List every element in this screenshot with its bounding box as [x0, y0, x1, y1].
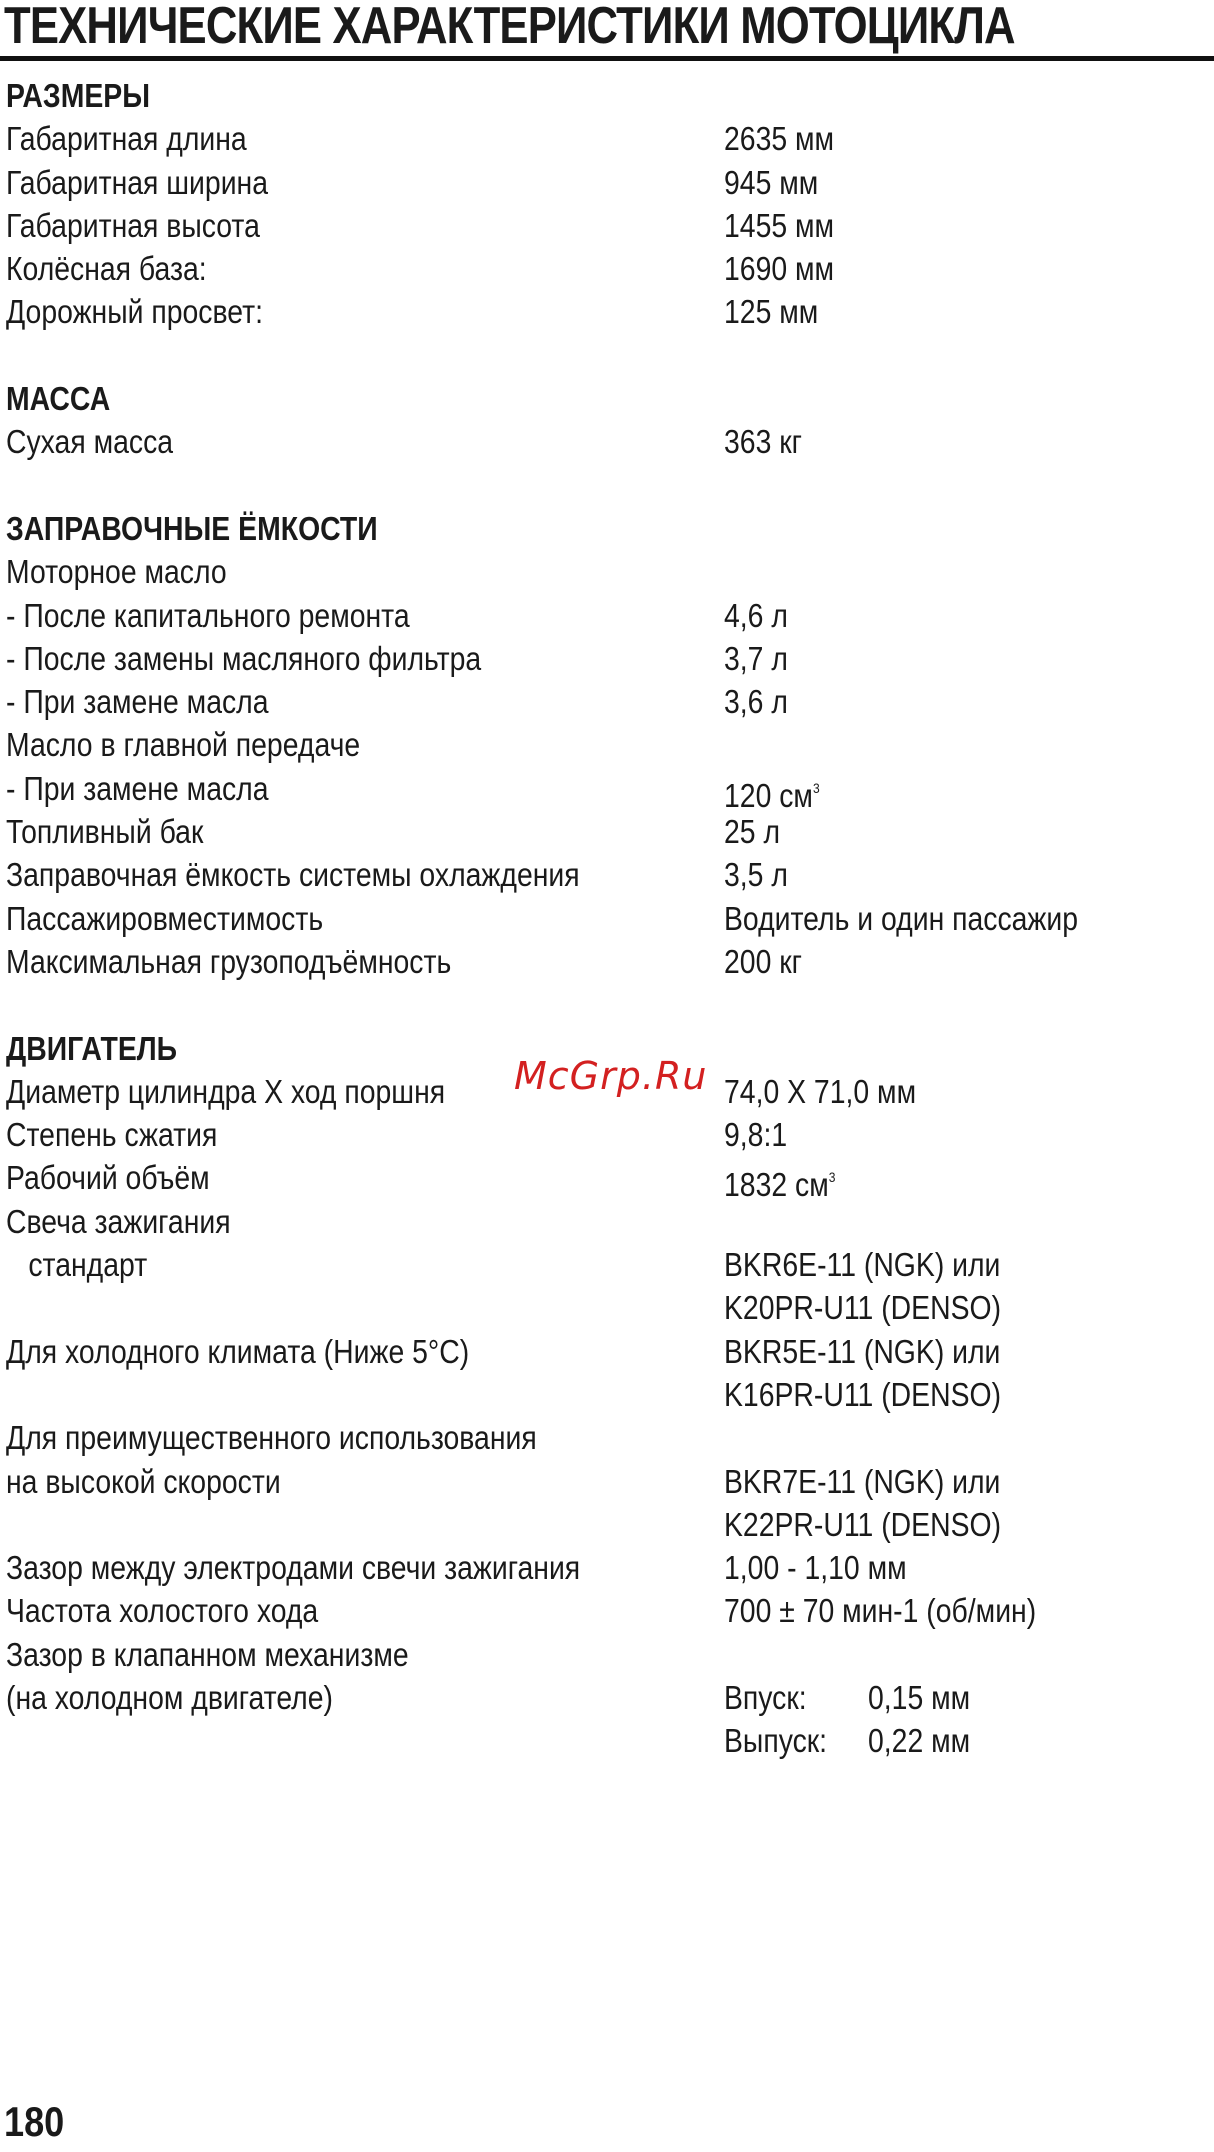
spec-row-continuation: Выпуск: 0,22 мм [724, 1722, 971, 1760]
watermark: McGrp.Ru [514, 1054, 708, 1098]
spec-row: - После замены масляного фильтра 3,7 л [6, 639, 788, 677]
spec-row: Заправочная ёмкость системы охлаждения 3,5 л [6, 856, 788, 894]
spec-row-continuation: K22PR-U11 (DENSO) [724, 1505, 1002, 1543]
spec-row: Топливный бак 25 л [6, 813, 781, 851]
spec-row: Зазор между электродами свечи зажигания 1,00 - 1,10 мм [6, 1549, 907, 1587]
spec-row: Для холодного климата (Ниже 5°С) BKR5E-11 (NGK) или [6, 1332, 1001, 1370]
spec-subheading: Для преимущественного использования [6, 1419, 537, 1457]
spec-subheading: Свеча зажигания [6, 1202, 231, 1240]
spec-row-continuation: K16PR-U11 (DENSO) [724, 1375, 1002, 1413]
spec-row: Габаритная ширина 945 мм [6, 163, 819, 201]
spec-row: - После капитального ремонта 4,6 л [6, 596, 788, 634]
spec-row: Габаритная высота 1455 мм [6, 206, 835, 244]
spec-subheading: Моторное масло [6, 553, 227, 591]
title-rule [0, 56, 1214, 61]
spec-subheading: Зазор в клапанном механизме [6, 1635, 409, 1673]
section-heading-mass: МАССА [6, 380, 111, 418]
section-heading-engine: ДВИГАТЕЛЬ [6, 1029, 178, 1067]
spec-row: Колёсная база: 1690 мм [6, 250, 835, 288]
spec-row: Рабочий объём 1832 $см^3$ [6, 1159, 836, 1204]
spec-row: Сухая масса 363 кг [6, 423, 803, 461]
spacer [6, 983, 1206, 1026]
spec-row: Габаритная длина 2635 мм [6, 120, 835, 158]
spec-row: на высокой скорости BKR7E-11 (NGK) или [6, 1462, 1001, 1500]
section-heading-capacities: ЗАПРАВОЧНЫЕ ЁМКОСТИ [6, 509, 378, 547]
spec-row: стандарт BKR6E-11 (NGK) или [28, 1246, 1001, 1284]
page-number: 180 [4, 2098, 65, 2145]
spec-row: Пассажировместимость Водитель и один пассажир [6, 899, 1079, 937]
spec-row: Частота холостого хода 700 ± 70 мин-1 (об/мин) [6, 1592, 1037, 1630]
spec-row: Максимальная грузоподъёмность 200 кг [6, 942, 803, 980]
section-heading-dimensions: РАЗМЕРЫ [6, 77, 150, 114]
spec-row: Дорожный просвет: 125 мм [6, 293, 819, 331]
spacer [6, 464, 1206, 507]
spec-row: Степень сжатия 9,8:1 [6, 1116, 788, 1154]
spec-row: - При замене масла 3,6 л [6, 683, 788, 721]
spec-row-continuation: K20PR-U11 (DENSO) [724, 1289, 1002, 1327]
spec-subheading: Масло в главной передаче [6, 726, 361, 764]
spacer [6, 334, 1206, 377]
spec-row: (на холодном двигателе) Впуск: 0,15 мм [6, 1678, 971, 1716]
specs-content [6, 74, 1206, 1763]
spec-row: - При замене масла 120 $см^3$ [6, 769, 820, 814]
page-title: ТЕХНИЧЕСКИЕ ХАРАКТЕРИСТИКИ МОТОЦИКЛА [4, 0, 1015, 55]
spec-row: Диаметр цилиндра X ход поршня 74,0 X 71,0 мм [6, 1072, 917, 1110]
